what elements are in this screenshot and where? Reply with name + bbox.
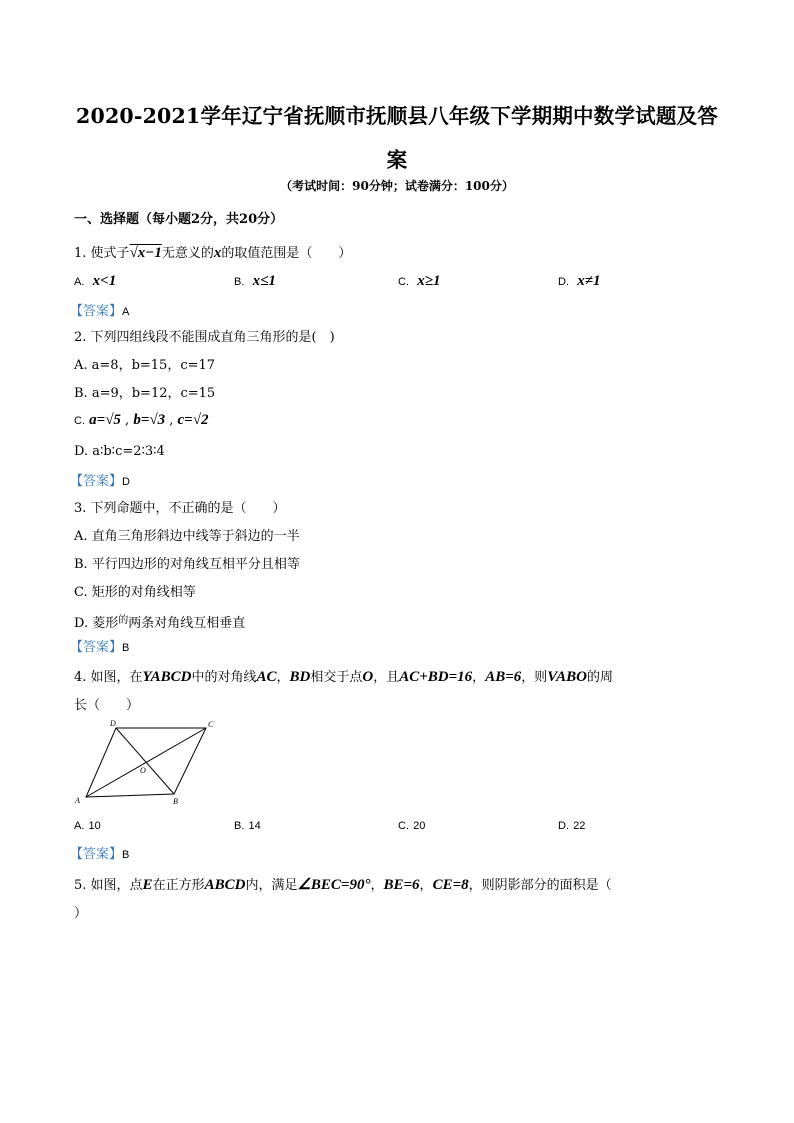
question-3-option-b: B. 平行四边形的对角线互相平分且相等 [74,557,300,572]
question-4-answer: 【答案】B [70,847,130,862]
question-2-answer: 【答案】D [70,474,130,489]
question-5-stem-line-2: ） [74,906,88,921]
question-5-stem: 5. 如图，点E在正方形ABCD内，满足∠BEC=90°，BE=6，CE=8，则阴影部分的面积是（ [74,877,612,893]
label-o: O [140,766,146,775]
question-2-stem: 2. 下列四组线段不能围成直角三角形的是( ) [74,330,335,345]
question-4-option-a: A. 10 [74,820,101,832]
exam-info: （考试时间：90分钟；试卷满分：100分） [280,179,514,193]
question-4-option-d: D. 22 [558,820,586,832]
question-3-option-c: C. 矩形的对角线相等 [74,585,196,600]
question-3-answer: 【答案】B [70,640,130,655]
question-4-option-b: B. 14 [234,820,261,832]
section-heading: 一、选择题（每小题2分，共20分） [74,212,284,227]
label-d: D [110,719,116,728]
title-line-2: 案 [386,148,408,172]
parallelogram-figure [70,716,230,808]
label-a: A [75,796,80,805]
question-4-stem: 4. 如图，在YABCD中的对角线AC，BD相交于点O，且AC+BD=16，AB=6，则VABO的周 [74,669,614,685]
question-3-option-d: D. 菱形$^的$两条对角线互相垂直 [74,615,246,631]
question-1-stem: 1. 使式子√x−1无意义的x的取值范围是（ ） [74,245,352,261]
question-3-option-a: A. 直角三角形斜边中线等于斜边的一半 [74,529,300,544]
question-1-option-c: C. x≥1 [398,273,441,289]
question-2-option-d: D. a∶b∶c=2∶3∶4 [74,444,165,459]
label-b: B [173,797,178,806]
question-2-option-c: C. a=√5 , b=√3 , c=√2 [74,412,209,428]
question-2-option-a: A. a=8，b=15，c=17 [74,358,216,373]
document-title [40,94,754,182]
diagonal-bd [116,728,174,794]
question-1-option-d: D. x≠1 [558,273,601,289]
question-1-option-b: B. x≤1 [234,273,276,289]
question-2-option-b: B. a=9，b=12，c=15 [74,386,216,401]
question-1-answer: 【答案】A [70,304,130,319]
label-c: C [208,720,214,729]
sqrt-expression: √x−1 [129,245,162,261]
question-4-option-c: C. 20 [398,820,426,832]
question-3-stem: 3. 下列命题中，不正确的是（ ） [74,501,286,516]
question-4-stem-line-2: 长（ ） [74,698,140,713]
title-line-1: 2020-2021学年辽宁省抚顺市抚顺县八年级下学期期中数学试题及答 [76,104,718,128]
question-1-option-a: A. x<1 [74,273,117,289]
